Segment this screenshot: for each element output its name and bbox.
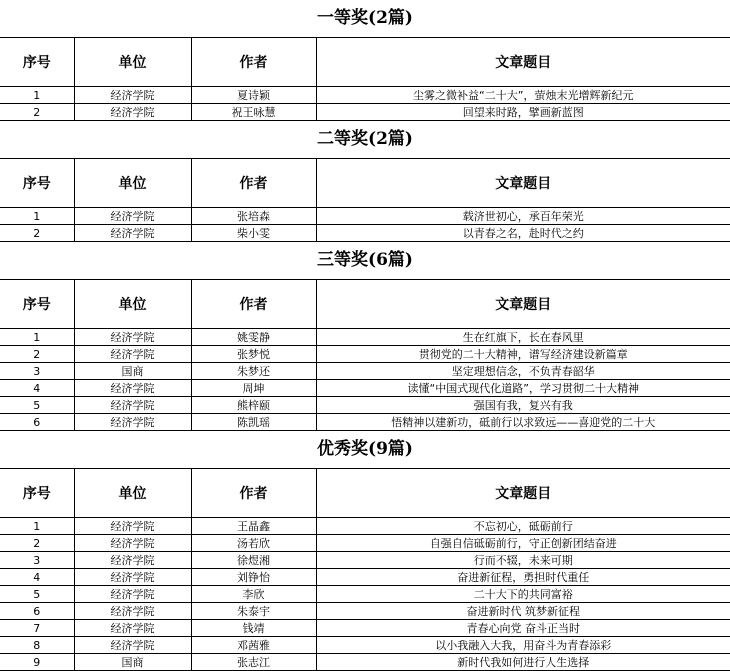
table-row <box>0 346 730 363</box>
cell-title: 二十大下的共同富裕 <box>316 586 730 603</box>
cell-author: 朱泰宇 <box>191 603 316 620</box>
cell-unit: 经济学院 <box>74 603 191 620</box>
cell-no: 2 <box>0 346 74 363</box>
cell-unit: 国商 <box>74 363 191 380</box>
table-row <box>0 620 730 637</box>
section-title: 一等奖(2篇) <box>317 8 413 28</box>
header-unit: 单位 <box>74 159 191 208</box>
cell-no: 3 <box>0 363 74 380</box>
cell-author: 汤若欣 <box>191 535 316 552</box>
cell-unit: 经济学院 <box>74 552 191 569</box>
cell-author: 朱梦还 <box>191 363 316 380</box>
cell-no: 1 <box>0 208 74 225</box>
table-row <box>0 329 730 346</box>
table-row <box>0 104 730 121</box>
section-title: 二等奖(2篇) <box>317 129 413 149</box>
cell-title: 以青春之名，赴时代之约 <box>316 225 730 242</box>
cell-unit: 国商 <box>74 654 191 671</box>
cell-author: 柴小雯 <box>191 225 316 242</box>
cell-title: 奋进新征程，勇担时代重任 <box>316 569 730 586</box>
cell-no: 4 <box>0 380 74 397</box>
cell-title: 不忘初心，砥砺前行 <box>316 518 730 535</box>
cell-author: 熊梓颐 <box>191 397 316 414</box>
table-row <box>0 535 730 552</box>
header-unit: 单位 <box>74 469 191 518</box>
table-row <box>0 603 730 620</box>
award-table <box>0 158 730 242</box>
table-row <box>0 518 730 535</box>
cell-title: 行而不辍，未来可期 <box>316 552 730 569</box>
header-title: 文章题目 <box>316 469 730 518</box>
cell-author: 姚雯静 <box>191 329 316 346</box>
cell-unit: 经济学院 <box>74 87 191 104</box>
table-row <box>0 637 730 654</box>
cell-title: 载济世初心，承百年荣光 <box>316 208 730 225</box>
cell-author: 张志江 <box>191 654 316 671</box>
cell-title: 青春心向党 奋斗正当时 <box>316 620 730 637</box>
header-unit: 单位 <box>74 280 191 329</box>
table-row <box>0 208 730 225</box>
cell-no: 2 <box>0 225 74 242</box>
cell-no: 6 <box>0 603 74 620</box>
cell-unit: 经济学院 <box>74 397 191 414</box>
header-title: 文章题目 <box>316 38 730 87</box>
header-no: 序号 <box>0 159 74 208</box>
cell-no: 8 <box>0 637 74 654</box>
cell-title: 奋进新时代 筑梦新征程 <box>316 603 730 620</box>
cell-author: 祝王咏慧 <box>191 104 316 121</box>
cell-unit: 经济学院 <box>74 620 191 637</box>
header-author: 作者 <box>191 159 316 208</box>
cell-unit: 经济学院 <box>74 586 191 603</box>
cell-author: 李欣 <box>191 586 316 603</box>
cell-author: 王晶鑫 <box>191 518 316 535</box>
cell-no: 2 <box>0 104 74 121</box>
table-row <box>0 586 730 603</box>
cell-unit: 经济学院 <box>74 535 191 552</box>
cell-unit: 经济学院 <box>74 104 191 121</box>
header-author: 作者 <box>191 38 316 87</box>
header-row <box>0 280 730 329</box>
cell-title: 尘雾之微补益“二十大”，萤烛末光增辉新纪元 <box>316 87 730 104</box>
cell-title: 回望来时路，擘画新蓝图 <box>316 104 730 121</box>
cell-unit: 经济学院 <box>74 225 191 242</box>
table-row <box>0 397 730 414</box>
table-row <box>0 552 730 569</box>
cell-no: 6 <box>0 414 74 431</box>
cell-unit: 经济学院 <box>74 414 191 431</box>
cell-author: 刘铮怡 <box>191 569 316 586</box>
cell-no: 5 <box>0 397 74 414</box>
header-author: 作者 <box>191 280 316 329</box>
cell-title: 以小我融入大我，用奋斗为青春添彩 <box>316 637 730 654</box>
header-title: 文章题目 <box>316 159 730 208</box>
cell-title: 悟精神以建新功，砥前行以求致远——喜迎党的二十大 <box>316 414 730 431</box>
cell-unit: 经济学院 <box>74 329 191 346</box>
cell-no: 1 <box>0 518 74 535</box>
table-row <box>0 569 730 586</box>
cell-title: 读懂“中国式现代化道路”，学习贯彻二十大精神 <box>316 380 730 397</box>
cell-title: 自强自信砥砺前行，守正创新团结奋进 <box>316 535 730 552</box>
cell-author: 钱靖 <box>191 620 316 637</box>
cell-unit: 经济学院 <box>74 380 191 397</box>
table-row <box>0 654 730 671</box>
cell-no: 9 <box>0 654 74 671</box>
cell-unit: 经济学院 <box>74 208 191 225</box>
table-row <box>0 87 730 104</box>
cell-author: 邓茜雅 <box>191 637 316 654</box>
award-table <box>0 37 730 121</box>
cell-author: 徐煜湘 <box>191 552 316 569</box>
cell-title: 生在红旗下，长在春风里 <box>316 329 730 346</box>
header-author: 作者 <box>191 469 316 518</box>
cell-no: 7 <box>0 620 74 637</box>
section-title: 优秀奖(9篇) <box>317 439 413 459</box>
cell-author: 张梦悦 <box>191 346 316 363</box>
cell-no: 3 <box>0 552 74 569</box>
header-row <box>0 38 730 87</box>
header-no: 序号 <box>0 280 74 329</box>
table-row <box>0 414 730 431</box>
header-no: 序号 <box>0 38 74 87</box>
cell-no: 1 <box>0 329 74 346</box>
header-row <box>0 469 730 518</box>
cell-no: 1 <box>0 87 74 104</box>
cell-title: 坚定理想信念，不负青春韶华 <box>316 363 730 380</box>
cell-unit: 经济学院 <box>74 518 191 535</box>
cell-author: 张培森 <box>191 208 316 225</box>
award-table <box>0 468 730 671</box>
header-row <box>0 159 730 208</box>
header-unit: 单位 <box>74 38 191 87</box>
cell-title: 贯彻党的二十大精神，谱写经济建设新篇章 <box>316 346 730 363</box>
cell-title: 强国有我，复兴有我 <box>316 397 730 414</box>
cell-author: 夏诗颖 <box>191 87 316 104</box>
cell-unit: 经济学院 <box>74 569 191 586</box>
award-table <box>0 279 730 431</box>
table-row <box>0 380 730 397</box>
cell-no: 2 <box>0 535 74 552</box>
header-title: 文章题目 <box>316 280 730 329</box>
cell-title: 新时代我如何进行人生选择 <box>316 654 730 671</box>
cell-author: 陈凯瑶 <box>191 414 316 431</box>
cell-author: 周坤 <box>191 380 316 397</box>
cell-unit: 经济学院 <box>74 637 191 654</box>
cell-unit: 经济学院 <box>74 346 191 363</box>
table-row <box>0 225 730 242</box>
section-title: 三等奖(6篇) <box>317 250 413 270</box>
header-no: 序号 <box>0 469 74 518</box>
table-row <box>0 363 730 380</box>
cell-no: 5 <box>0 586 74 603</box>
cell-no: 4 <box>0 569 74 586</box>
